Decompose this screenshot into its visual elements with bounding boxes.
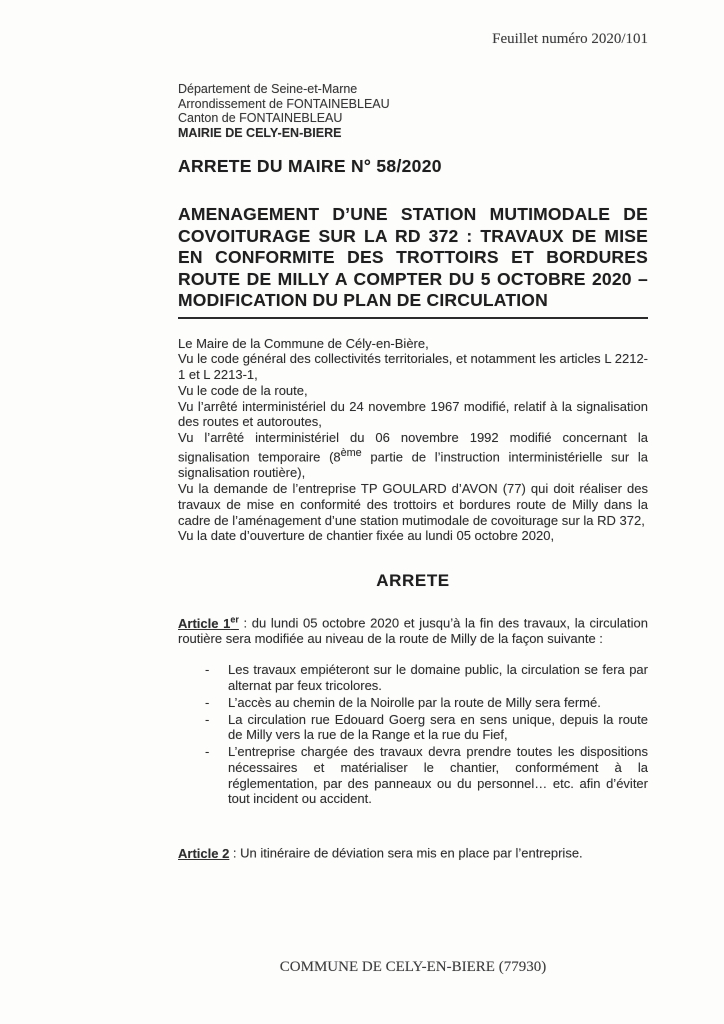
preamble-superscript: ème (340, 447, 362, 460)
list-item (178, 695, 648, 711)
article-1 (178, 612, 648, 647)
measure-text: La circulation rue Edouard Goerg sera en sens unique, depuis la route de Milly vers la rue de la Range et la rue du Fief, (228, 711, 648, 743)
letterhead-arrondissement: Arrondissement de FONTAINEBLEAU (178, 96, 390, 111)
letterhead (178, 82, 648, 140)
sheet-number: Feuillet numéro 2020/101 (492, 31, 648, 47)
article-2-label (178, 846, 229, 861)
letterhead-canton: Canton de FONTAINEBLEAU (178, 111, 343, 125)
preamble (178, 336, 648, 545)
footer-commune: COMMUNE DE CELY-EN-BIERE (77930) (279, 959, 547, 975)
list-item (178, 662, 648, 694)
preamble-line: Vu le code de la route, (178, 382, 308, 398)
article-2 (178, 842, 648, 861)
measure-text: L’accès au chemin de la Noirolle par la route de Milly sera fermé. (228, 694, 601, 710)
article-2-label-text: Article 2 (178, 845, 230, 861)
preamble-line: Le Maire de la Commune de Cély-en-Bière, (178, 335, 429, 351)
preamble-line: Vu la demande de l’entreprise TP GOULARD d’AVON (77) qui doit réaliser des travaux de mise en conformité des trottoirs et bordures route de Milly dans la cadre de l’aménagement d’une station mutimodale de covoiturage sur la RD 372, (178, 481, 648, 528)
preamble-line: Vu l’arrêté interministériel du 24 novembre 1967 modifié, relatif à la signalisation des routes et autoroutes, (178, 398, 648, 430)
list-item (178, 712, 648, 744)
letterhead-department: Département de Seine-et-Marne (178, 82, 358, 96)
measure-text: L’entreprise chargée des travaux devra prendre toutes les dispositions nécessaires et matérialiser le chantier, conformément à la réglementation, par des panneaux ou du personnel… etc. afin d’éviter tout incident ou accident. (228, 744, 648, 807)
article-1-label (178, 616, 239, 631)
enacting-heading: ARRETE (376, 571, 450, 591)
list-item (178, 744, 648, 807)
article-1-label-text: Article 1 (178, 615, 231, 631)
preamble-line-post: partie de l’instruction interministérielle sur la signalisation routière), (178, 449, 648, 481)
preamble-line: Vu la date d’ouverture de chantier fixée au lundi 05 octobre 2020, (178, 528, 555, 544)
letterhead-authority: MAIRIE DE CELY-EN-BIERE (178, 125, 342, 140)
document-content (178, 82, 648, 861)
article-1-ordinal-superscript: er (230, 614, 239, 625)
bullet-dash: - (205, 711, 210, 727)
article-1-text: : du lundi 05 octobre 2020 et jusqu’à la fin des travaux, la circulation routière sera modifiée au niveau de la route de Milly de la façon suivante : (178, 615, 648, 647)
article-2-text: : Un itinéraire de déviation sera mis en place par l’entreprise. (229, 845, 583, 861)
measure-text: Les travaux empiéteront sur le domaine public, la circulation se fera par alternat par feux tricolores. (228, 662, 648, 693)
preamble-line-pre: Vu l’arrêté interministériel du 06 novembre 1992 modifié concernant la signalisation temporaire (8 (178, 430, 648, 465)
bullet-dash: - (205, 694, 210, 710)
preamble-line: Vu le code général des collectivités territoriales, et notamment les articles L 2212-1 et L 2213-1, (178, 351, 648, 383)
decree-number-title: ARRETE DU MAIRE N° 58/2020 (178, 156, 442, 176)
bullet-dash: - (205, 662, 210, 678)
bullet-dash: - (205, 744, 210, 760)
decree-subject-title: AMENAGEMENT D’UNE STATION MUTIMODALE DE COVOITURAGE SUR LA RD 372 : TRAVAUX DE MISE EN CONFORMITE DES TROTTOIRS ET BORDURES ROUTE DE MILLY A COMPTER DU 5 OCTOBRE 2020 – MODIFICATION DU PLAN DE CIRCULATION (178, 204, 648, 319)
traffic-measures-list (178, 662, 648, 807)
preamble-line (178, 430, 648, 481)
